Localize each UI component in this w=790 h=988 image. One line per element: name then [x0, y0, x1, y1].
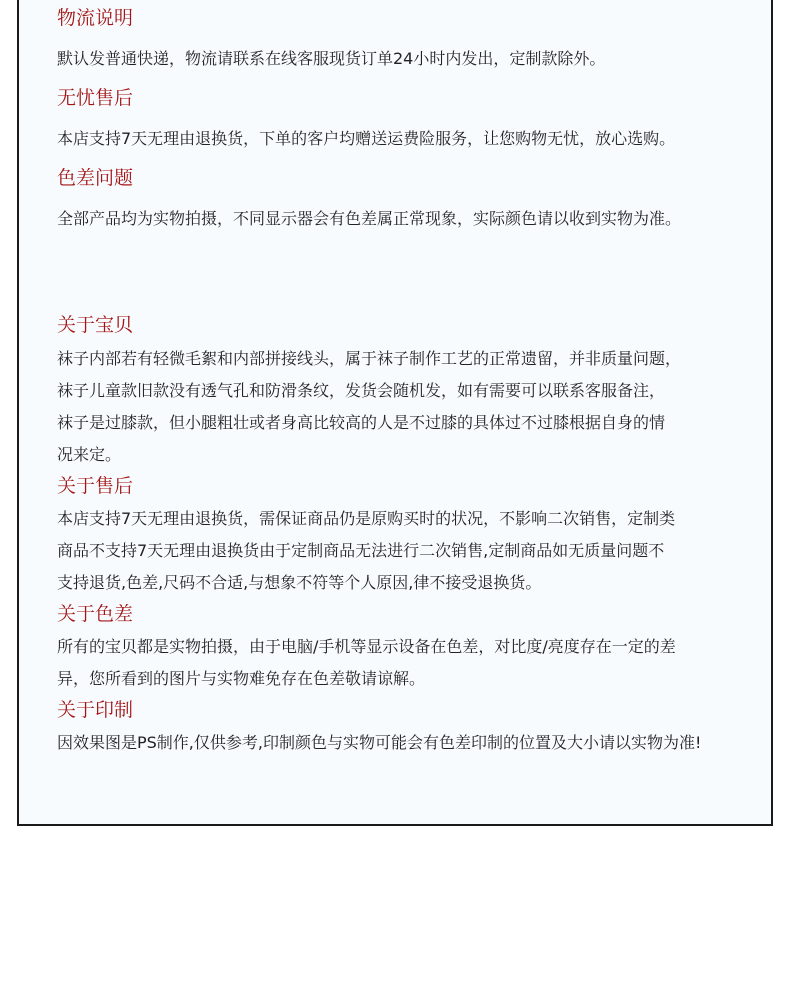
about-aftersale-line-1: 本店支持7天无理由退换货，需保证商品仍是原购买时的状况，不影响二次销售，定制类	[57, 509, 676, 528]
color-text: 全部产品均为实物拍摄，不同显示器会有色差属正常现象，实际颜色请以收到实物为准。	[57, 209, 682, 228]
about-aftersale-title: 关于售后	[57, 475, 134, 497]
about-print-title: 关于印制	[57, 699, 134, 721]
aftersale-title: 无忧售后	[57, 87, 134, 109]
about-item-line-4: 况来定。	[57, 445, 122, 464]
logistics-title: 物流说明	[57, 7, 134, 29]
about-item-line-1: 袜子内部若有轻微毛絮和内部拼接线头，属于袜子制作工艺的正常遗留，并非质量问题，	[57, 349, 682, 368]
about-color-title: 关于色差	[57, 603, 134, 625]
about-item-line-3: 袜子是过膝款，但小腿粗壮或者身高比较高的人是不过膝的具体过不过膝根据自身的情	[57, 413, 666, 432]
about-color-line-2: 异，您所看到的图片与实物难免存在色差敬请谅解。	[57, 669, 426, 688]
about-print-line-1: 因效果图是PS制作,仅供参考,印制颜色与实物可能会有色差印制的位置及大小请以实物为准!	[57, 733, 702, 752]
color-title: 色差问题	[57, 167, 134, 189]
logistics-text: 默认发普通快递，物流请联系在线客服现货订单24小时内发出，定制款除外。	[57, 49, 606, 68]
about-color-line-1: 所有的宝贝都是实物拍摄，由于电脑/手机等显示设备在色差，对比度/亮度存在一定的差	[57, 637, 676, 656]
aftersale-text: 本店支持7天无理由退换货，下单的客户均赠送运费险服务，让您购物无忧，放心选购。	[57, 129, 676, 148]
about-aftersale-line-3: 支持退货,色差,尺码不合适,与想象不符等个人原因,律不接受退换货。	[57, 573, 542, 592]
about-item-line-2: 袜子儿童款旧款没有透气孔和防滑条纹，发货会随机发，如有需要可以联系客服备注，	[57, 381, 666, 400]
about-aftersale-line-2: 商品不支持7天无理由退换货由于定制商品无法进行二次销售,定制商品如无质量问题不	[57, 541, 665, 560]
about-item-title: 关于宝贝	[57, 314, 134, 336]
info-panel	[17, 0, 773, 826]
